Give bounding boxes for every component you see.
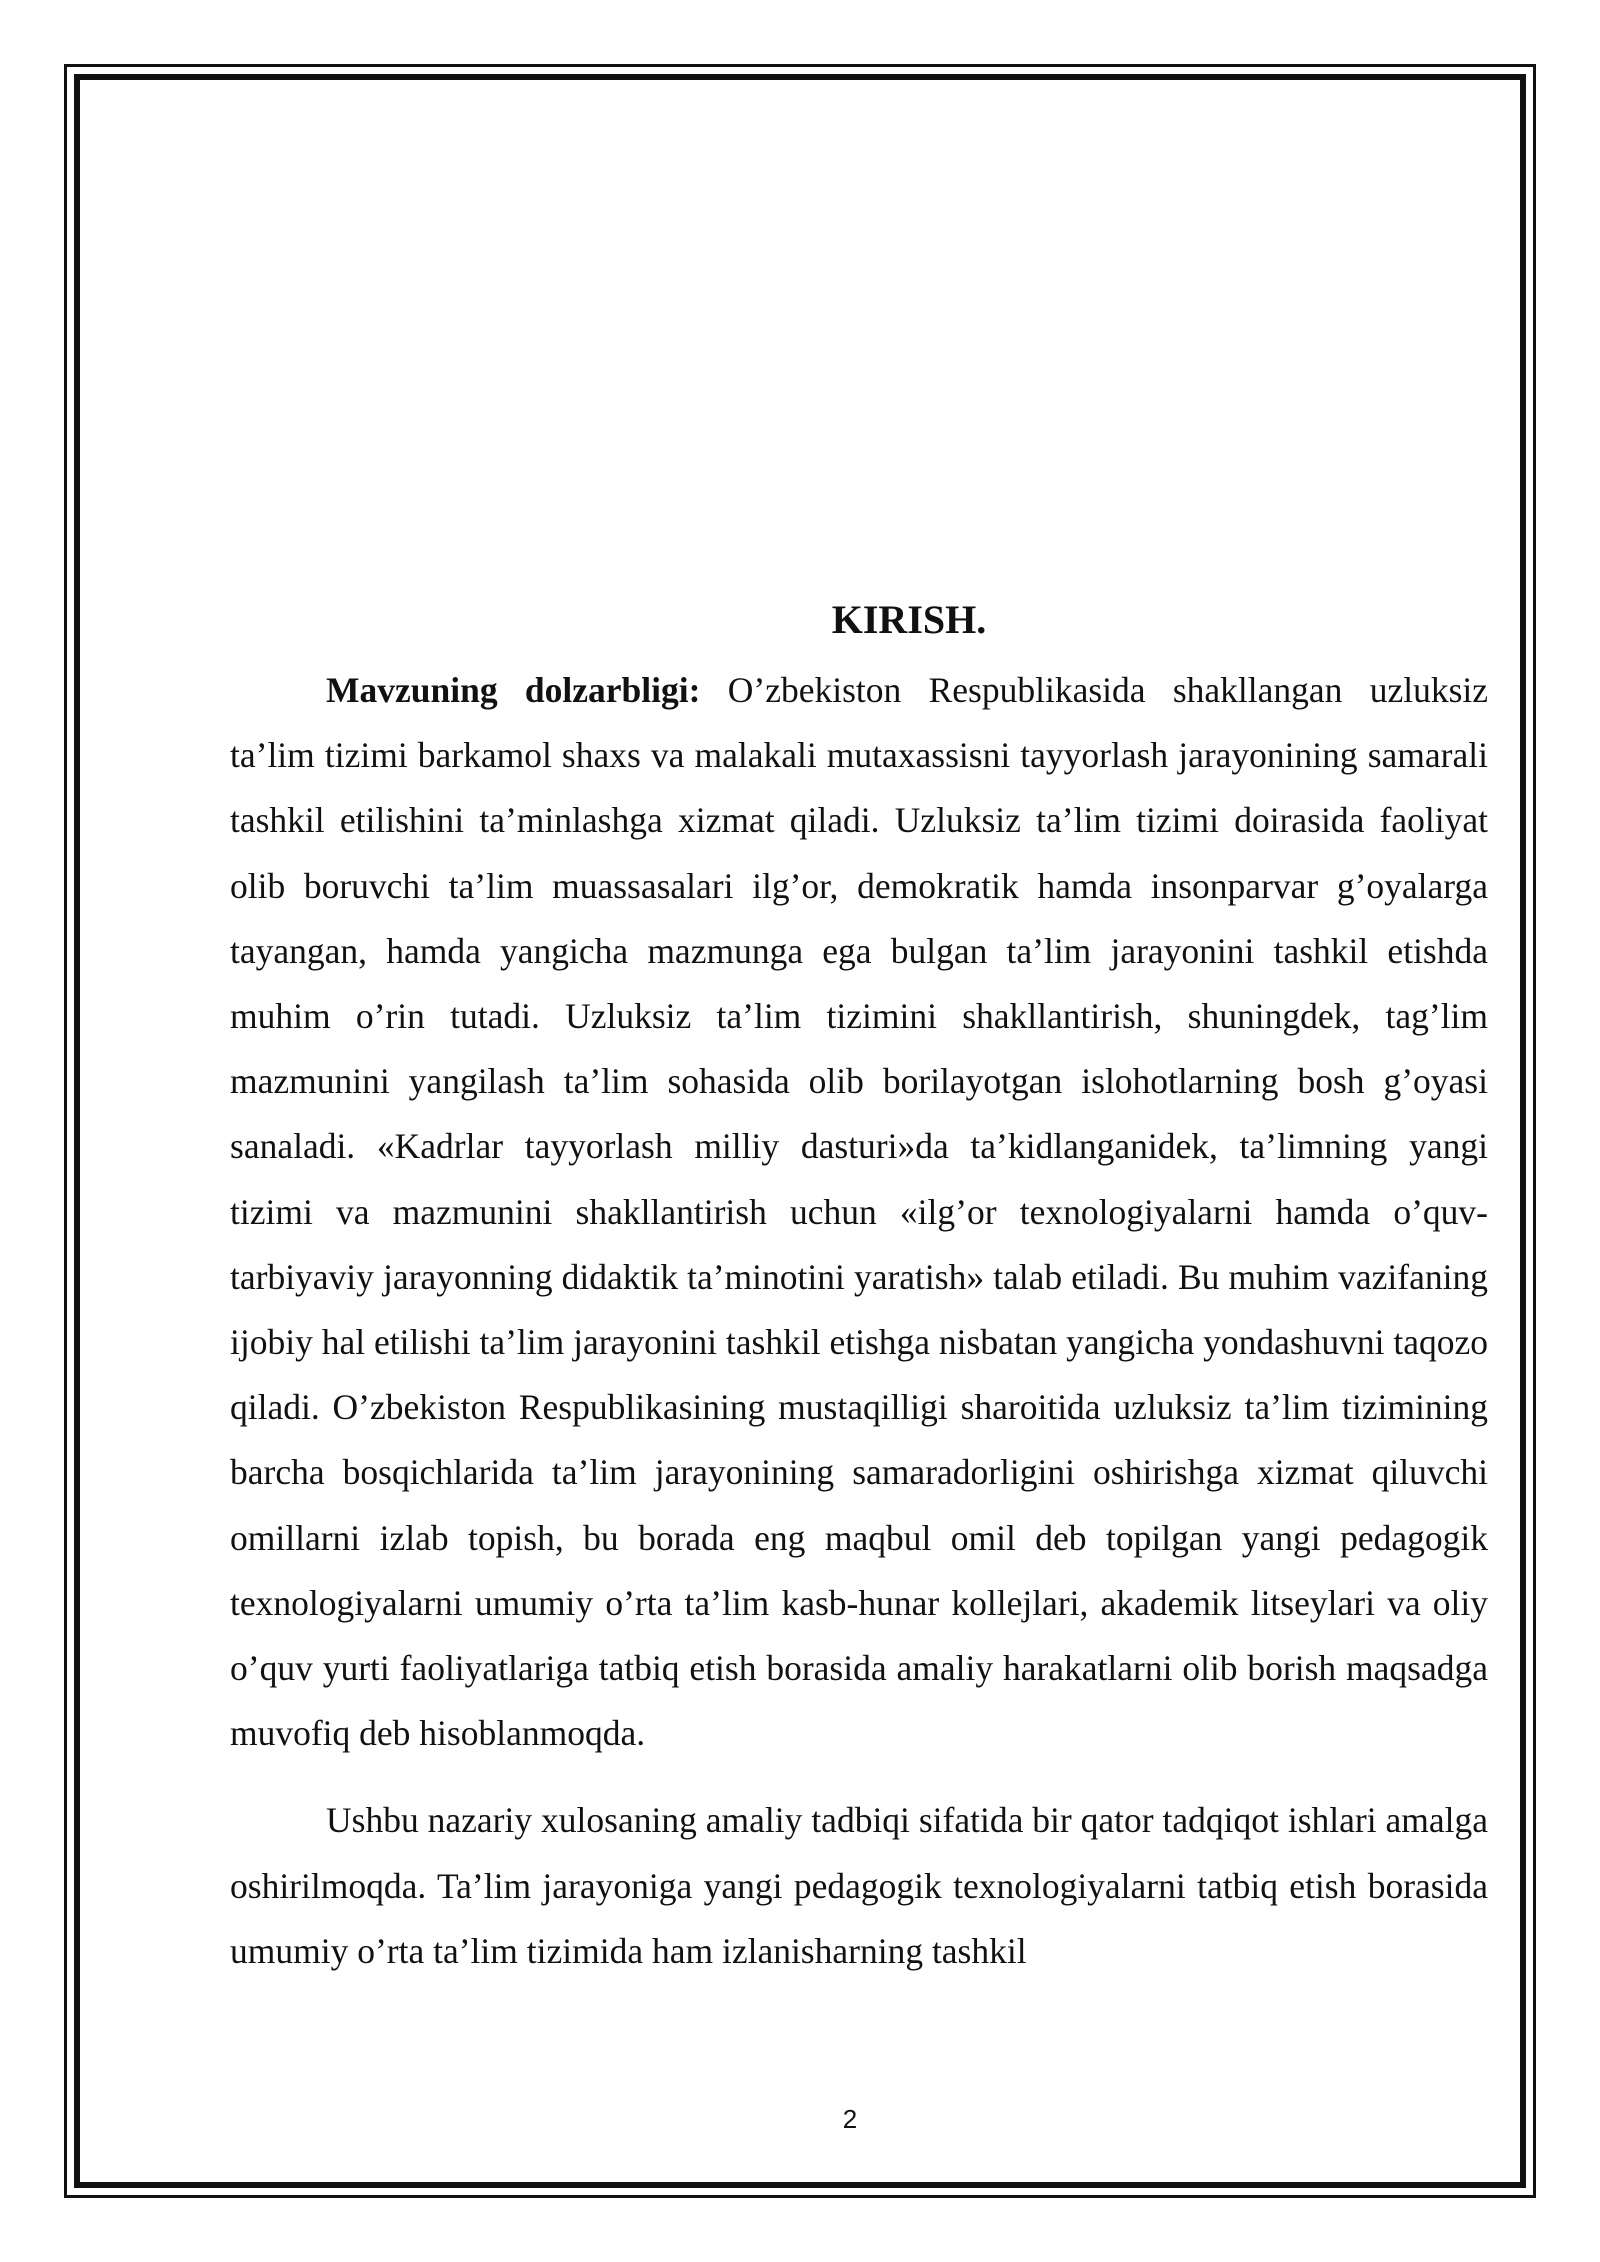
document-body [230, 590, 1488, 1984]
paragraph-relevance [230, 658, 1488, 1766]
section-heading: KIRISH. [831, 597, 987, 642]
paragraph-body: O’zbekiston Respublikasida shakllangan uzluksiz ta’lim tizimi barkamol shaxs va malakali mutaxassisni tayyorlash jarayonining samarali tashkil etilishini ta’minlashga xizmat qiladi. Uzluksiz ta’lim tizimi doirasida faoliyat olib boruvchi ta’lim muassasalari ilg’or, demokratik hamda insonparvar g’oyalarga tayangan, hamda yangicha mazmunga ega bulgan ta’lim jarayonini tashkil etishda muhim o’rin tutadi. Uzluksiz ta’lim tizimini shakllantirish, shuningdek, tag’lim mazmunini yangilash ta’lim sohasida olib borilayotgan islohotlarning bosh g’oyasi sanaladi. «Kadrlar tayyorlash milliy dasturi»da ta’kidlanganidek, ta’limning yangi tizimi va mazmunini shakllantirish uchun «ilg’or texnologiyalarni hamda o’quv-tarbiyaviy jarayonning didaktik ta’minotini yaratish» talab etiladi. Bu muhim vazifaning ijobiy hal etilishi ta’lim jarayonini tashkil etishga nisbatan yangicha yondashuvni taqozo qiladi. O’zbekiston Respublikasining mustaqilligi sharoitida uzluksiz ta’lim tizimining barcha bosqichlarida ta’lim jarayonining samaradorligini oshirishga xizmat qiluvchi omillarni izlab topish, bu borada eng maqbul omil deb topilgan yangi pedagogik texnologiyalarni umumiy o’rta ta’lim kasb-hunar kollejlari, akademik litseylari va oliy o’quv yurti faoliyatlariga tatbiq etish borasida amaliy harakatlarni olib borish maqsadga muvofiq deb hisoblanmoqda. [230, 670, 1489, 1754]
page-number: 2 [842, 2104, 858, 2134]
paragraph-application: Ushbu nazariy xulosaning amaliy tadbiqi sifatida bir qator tadqiqot ishlari amalga oshirilmoqda. Ta’lim jarayoniga yangi pedagogik texnologiyalarni tatbiq etish borasida umumiy o’rta ta’lim tizimida ham izlanisharning tashkil [230, 1800, 1488, 1971]
paragraph-lead: Mavzuning dolzarbligi: [326, 670, 701, 710]
